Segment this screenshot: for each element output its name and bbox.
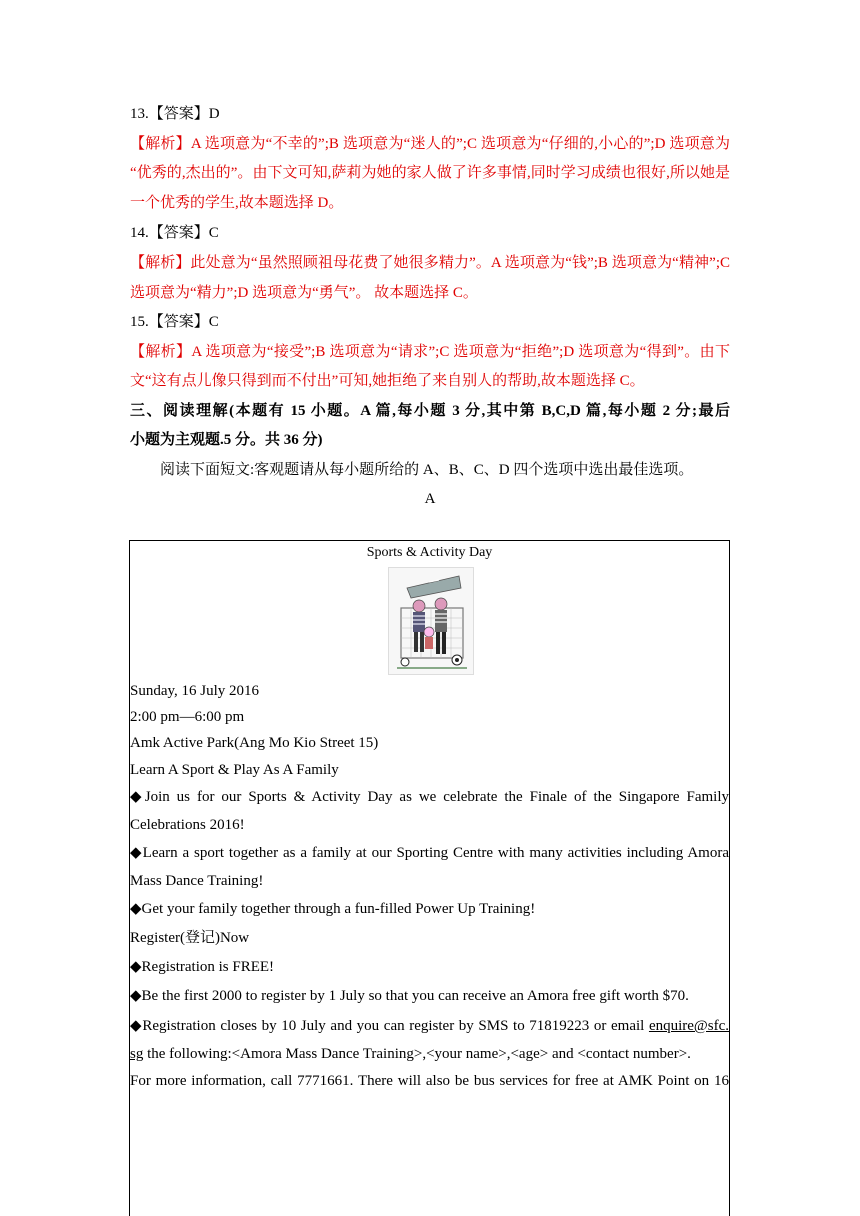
bullet-2-line-2: Mass Dance Training! bbox=[130, 873, 264, 889]
email-link-part-2[interactable]: sg bbox=[130, 1046, 144, 1062]
analysis-14-line-2: 选项意为“精力”;D 选项意为“勇气”。 故本题选择 C。 bbox=[130, 285, 478, 301]
bullet-6-line-1 bbox=[130, 1016, 729, 1036]
answer-13: 13.【答案】D bbox=[130, 106, 220, 122]
register-heading: Register(登记)Now bbox=[130, 930, 250, 946]
bullet-3: ◆Get your family together through a fun-filled Power Up Training! bbox=[130, 901, 536, 917]
answer-14: 14.【答案】C bbox=[130, 225, 219, 241]
event-date: Sunday, 16 July 2016 bbox=[130, 683, 260, 699]
email-link-part-1[interactable]: enquire@sfc. bbox=[648, 1018, 729, 1034]
more-info: For more information, call 7771661. There will also be bus services for free at AMK Point on 16 bbox=[130, 1073, 729, 1089]
section-heading-line-1: 三、阅读理解(本题有 15 小题。A 篇,每小题 3 分,其中第 B,C,D 篇,每小题 2 分;最后 bbox=[130, 403, 730, 419]
notice-title: Sports & Activity Day bbox=[366, 545, 493, 560]
analysis-14-line-1: 【解析】此处意为“虽然照顾祖母花费了她很多精力”。A 选项意为“钱”;B 选项意为“精神”;C bbox=[130, 255, 730, 271]
bullet-1-line-2: Celebrations 2016! bbox=[130, 817, 245, 833]
event-time: 2:00 pm—6:00 pm bbox=[130, 709, 245, 725]
family-football-illustration bbox=[388, 567, 474, 675]
bullet-2-line-1: ◆Learn a sport together as a family at our Sporting Centre with many activities including Amora bbox=[130, 845, 729, 861]
passage-letter: A bbox=[424, 491, 436, 507]
bullet-5: ◆Be the first 2000 to register by 1 July so that you can receive an Amora free gift worth $70. bbox=[130, 988, 689, 1004]
bullet-6-line-2 bbox=[130, 1044, 691, 1064]
section-instruction: 阅读下面短文:客观题请从每小题所给的 A、B、C、D 四个选项中选出最佳选项。 bbox=[160, 462, 694, 478]
analysis-15-line-1: 【解析】A 选项意为“接受”;B 选项意为“请求”;C 选项意为“拒绝”;D 选项意为“得到”。由下 bbox=[130, 344, 730, 360]
analysis-13-line-3: 一个优秀的学生,故本题选择 D。 bbox=[130, 195, 344, 211]
event-slogan: Learn A Sport & Play As A Family bbox=[130, 762, 339, 778]
bullet-1-line-1: ◆Join us for our Sports & Activity Day as we celebrate the Finale of the Singapore Family bbox=[130, 789, 729, 805]
analysis-15-line-2: 文“这有点儿像只得到而不付出”可知,她拒绝了来自别人的帮助,故本题选择 C。 bbox=[130, 373, 645, 389]
analysis-13-line-1: 【解析】A 选项意为“不幸的”;B 选项意为“迷人的”;C 选项意为“仔细的,小心的”;D 选项意为 bbox=[130, 136, 730, 152]
section-heading-line-2: 小题为主观题.5 分。共 36 分) bbox=[130, 432, 323, 448]
notice-box bbox=[129, 540, 730, 1216]
answer-15: 15.【答案】C bbox=[130, 314, 219, 330]
bullet-6-rest: the following:<Amora Mass Dance Training>,<your name>,<age> and <contact number>. bbox=[143, 1046, 691, 1062]
family-football-icon bbox=[389, 568, 473, 674]
bullet-4: ◆Registration is FREE! bbox=[130, 959, 275, 975]
bullet-6-text: ◆Registration closes by 10 July and you can register by SMS to 71819223 or email bbox=[130, 1018, 649, 1034]
analysis-13-line-2: “优秀的,杰出的”。由下文可知,萨莉为她的家人做了许多事情,同时学习成绩也很好,所以她是 bbox=[130, 165, 730, 181]
event-place: Amk Active Park(Ang Mo Kio Street 15) bbox=[130, 735, 379, 751]
